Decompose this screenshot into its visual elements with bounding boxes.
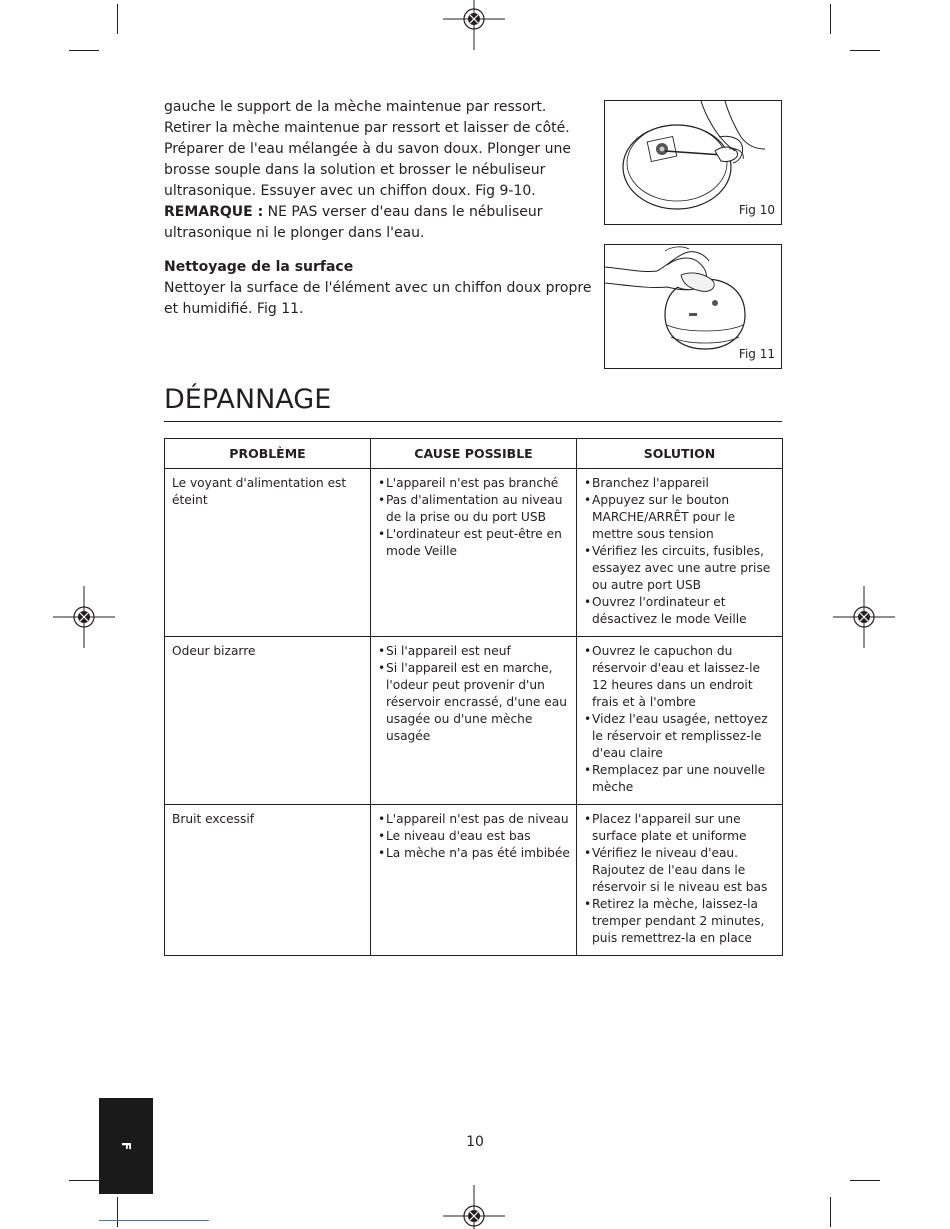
column-header-solution: SOLUTION bbox=[577, 439, 783, 469]
list-item: • Le niveau d'eau est bas bbox=[378, 828, 570, 845]
crop-mark bbox=[830, 1197, 831, 1227]
page-number: 10 bbox=[466, 1134, 484, 1150]
note-label: REMARQUE : bbox=[164, 204, 264, 220]
cleaning-instructions bbox=[164, 97, 594, 320]
crop-mark bbox=[830, 4, 831, 34]
note-text: NE PAS verser d'eau dans le nébuliseur ultrasonique ni le plonger dans l'eau. bbox=[164, 204, 543, 241]
instruction-paragraph: Préparer de l'eau mélangée à du savon doux. Plonger une brosse souple dans la solution et brosser le nébuliseur ultrasonique. Essuyer avec un chiffon doux. Fig 9-10. bbox=[164, 141, 571, 199]
list-item: • L'appareil n'est pas branché bbox=[378, 475, 570, 492]
list-item: • Si l'appareil est neuf bbox=[378, 643, 570, 660]
list-item: • La mèche n'a pas été imbibée bbox=[378, 845, 570, 862]
list-item: • Pas d'alimentation au niveau de la prise ou du port USB bbox=[378, 492, 570, 526]
list-item: • Vérifiez les circuits, fusibles, essayez avec une autre prise ou autre port USB bbox=[584, 543, 776, 594]
crop-mark bbox=[69, 50, 99, 51]
table-row bbox=[165, 805, 783, 956]
list-item: • L'appareil n'est pas de niveau bbox=[378, 811, 570, 828]
list-item: • Retirez la mèche, laissez-la tremper pendant 2 minutes, puis remettrez-la en place bbox=[584, 896, 776, 947]
problem-cell: Bruit excessif bbox=[165, 805, 371, 956]
svg-text:·: · bbox=[661, 127, 663, 132]
instruction-paragraph: gauche le support de la mèche maintenue par ressort. Retirer la mèche maintenue par ressort et laisser de côté. bbox=[164, 99, 570, 136]
crop-mark bbox=[69, 1180, 99, 1181]
crop-mark bbox=[850, 1180, 880, 1181]
figure-10 bbox=[604, 100, 782, 225]
registration-mark-icon bbox=[833, 586, 895, 648]
figure-caption: Fig 11 bbox=[738, 347, 775, 361]
section-title: DÉPANNAGE bbox=[164, 384, 332, 415]
table-row bbox=[165, 469, 783, 637]
solution-cell bbox=[577, 469, 783, 637]
crop-mark bbox=[117, 4, 118, 34]
cause-cell bbox=[371, 637, 577, 805]
figure-caption: Fig 10 bbox=[738, 203, 775, 217]
language-tab-label: F bbox=[118, 1141, 133, 1151]
table-row bbox=[165, 637, 783, 805]
list-item: • Vérifiez le niveau d'eau. Rajoutez de l'eau dans le réservoir si le niveau est bas bbox=[584, 845, 776, 896]
surface-cleaning-title: Nettoyage de la surface bbox=[164, 259, 354, 275]
cause-cell bbox=[371, 469, 577, 637]
heading-divider bbox=[164, 421, 782, 422]
bottom-rule bbox=[99, 1220, 209, 1221]
registration-mark-icon bbox=[53, 586, 115, 648]
language-tab bbox=[99, 1098, 153, 1194]
solution-cell bbox=[577, 805, 783, 956]
list-item: • L'ordinateur est peut-être en mode Veille bbox=[378, 526, 570, 560]
list-item: • Si l'appareil est en marche, l'odeur peut provenir d'un réservoir encrassé, d'une eau usagée ou d'une mèche usagée bbox=[378, 660, 570, 745]
cause-cell bbox=[371, 805, 577, 956]
list-item: • Ouvrez le capuchon du réservoir d'eau et laissez-le 12 heures dans un endroit frais et à l'ombre bbox=[584, 643, 776, 711]
problem-cell: Odeur bizarre bbox=[165, 637, 371, 805]
table-header-row bbox=[165, 439, 783, 469]
list-item: • Placez l'appareil sur une surface plate et uniforme bbox=[584, 811, 776, 845]
list-item: • Branchez l'appareil bbox=[584, 475, 776, 492]
crop-mark bbox=[117, 1197, 118, 1227]
figure-11 bbox=[604, 244, 782, 369]
crop-mark bbox=[850, 50, 880, 51]
surface-cleaning-text: Nettoyer la surface de l'élément avec un chiffon doux propre et humidifié. Fig 11. bbox=[164, 280, 592, 317]
registration-mark-icon bbox=[443, 1185, 505, 1229]
list-item: • Ouvrez l'ordinateur et désactivez le mode Veille bbox=[584, 594, 776, 628]
list-item: • Videz l'eau usagée, nettoyez le réservoir et remplissez-le d'eau claire bbox=[584, 711, 776, 762]
note-paragraph bbox=[164, 202, 594, 244]
list-item: • Appuyez sur le bouton MARCHE/ARRÊT pour le mettre sous tension bbox=[584, 492, 776, 543]
list-item: • Remplacez par une nouvelle mèche bbox=[584, 762, 776, 796]
column-header-problem: PROBLÈME bbox=[165, 439, 371, 469]
column-header-cause: CAUSE POSSIBLE bbox=[371, 439, 577, 469]
troubleshooting-table bbox=[164, 438, 783, 956]
registration-mark-icon bbox=[443, 0, 505, 50]
problem-cell: Le voyant d'alimentation est éteint bbox=[165, 469, 371, 637]
solution-cell bbox=[577, 637, 783, 805]
